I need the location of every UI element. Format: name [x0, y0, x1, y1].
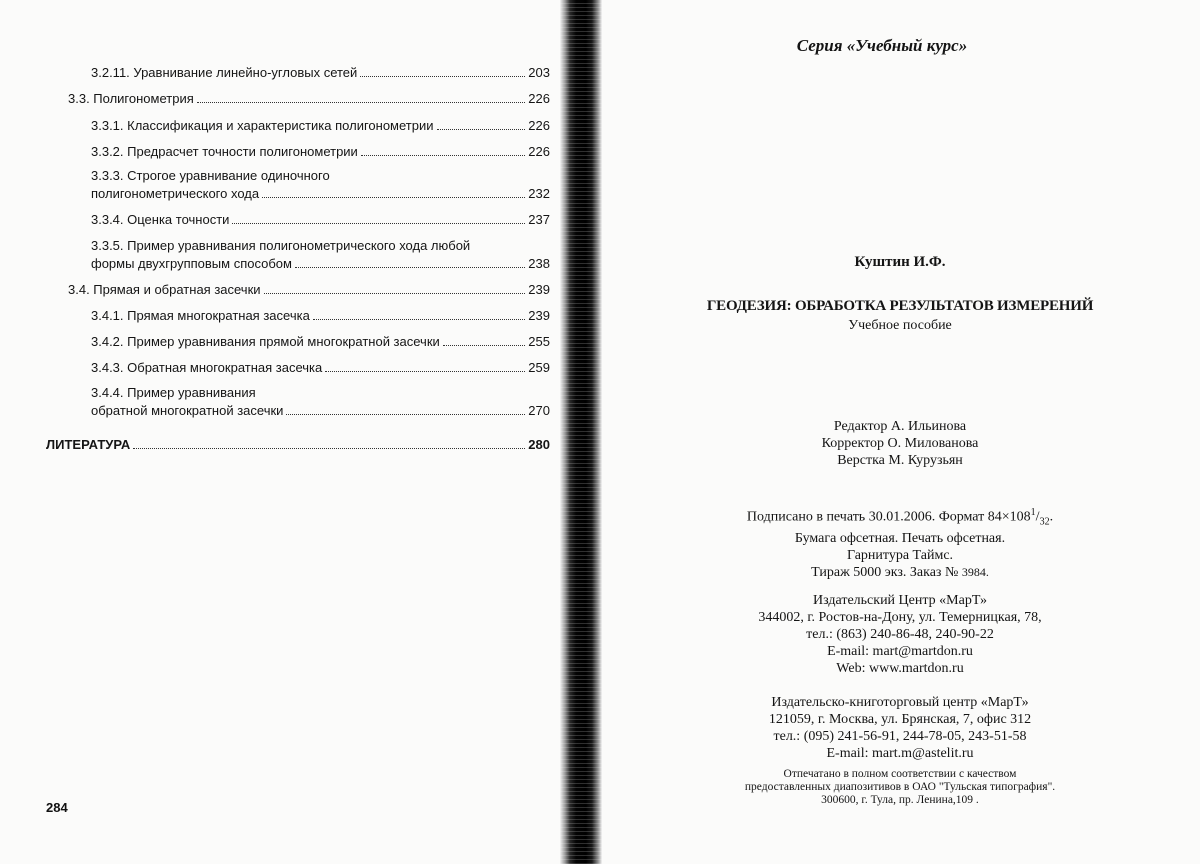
toc-entry: [91, 211, 550, 228]
book-subtitle: Учебное пособие: [848, 318, 952, 333]
run-text: Тираж 5000 экз. Заказ №: [811, 565, 959, 581]
toc-entry-page: 203: [528, 65, 550, 80]
toc-entry-title: 3.3.2. Предрасчет точности полигонометрии: [91, 144, 358, 159]
toc-entry-title: 3.4. Прямая и обратная засечки: [68, 282, 261, 297]
printer-note-line: предоставленных диапозитивов в ОАО "Тульская типография".: [744, 781, 1056, 793]
dot-leader: [133, 448, 525, 449]
order-number: 3984.: [961, 565, 989, 580]
toc-entry: [68, 90, 550, 107]
publisher-name: Издательский Центр «МарТ»: [812, 593, 988, 608]
toc-entry-references: [46, 436, 550, 453]
toc-entry-page: 232: [528, 186, 550, 201]
toc-entry-title: обратной многократной засечки: [91, 403, 284, 418]
series-title: Серия «Учебный курс»: [796, 36, 968, 55]
toc-entry: [91, 307, 550, 324]
book-title: ГЕОДЕЗИЯ: ОБРАБОТКА РЕЗУЛЬТАТОВ ИЗМЕРЕНИЙ: [706, 298, 1094, 314]
toc-entry-title: 3.3.4. Оценка точности: [91, 212, 230, 227]
toc-entry: [91, 143, 550, 160]
dot-leader: [360, 76, 525, 77]
book-gutter: [560, 0, 602, 864]
print-details: [620, 504, 1180, 581]
dot-leader: [197, 102, 526, 103]
printer-note: [620, 768, 1180, 807]
toc-entry-page: 237: [528, 212, 550, 227]
printer-note-line: 300600, г. Тула, пр. Ленина,109 .: [821, 794, 979, 806]
dot-leader: [361, 155, 525, 156]
toc-entry-title-line1: 3.3.5. Пример уравнивания полигонометрического хода любой: [91, 238, 471, 253]
publisher-rostov: [620, 592, 1180, 677]
publisher-name: Издательско-книготорговый центр «МарТ»: [771, 695, 1029, 710]
signed-text: Подписано в печать 30.01.2006. Формат 84×108: [746, 509, 1031, 525]
toc-entry-title: 3.4.3. Обратная многократная засечка: [91, 360, 323, 375]
typeface-line: Гарнитура Таймс.: [846, 548, 954, 564]
toc-entry-page: 259: [528, 360, 550, 375]
publisher-email: E-mail: mart.m@astelit.ru: [826, 746, 974, 761]
signed-line: Подписано в печать 30.01.2006. Формат $84\times 108^1/_{32}$.: [746, 507, 1054, 528]
dot-leader: [264, 293, 526, 294]
publisher-moscow: [620, 694, 1180, 762]
toc-entry-title: 3.4.1. Прямая многократная засечка: [91, 308, 310, 323]
toc-entry-title-line1: 3.4.4. Пример уравнивания: [91, 385, 256, 400]
dot-leader: [325, 371, 525, 372]
toc-entry-page: 239: [528, 282, 550, 297]
dot-leader: [443, 345, 526, 346]
toc-entry-page: 226: [528, 118, 550, 133]
format-denominator: 32: [1039, 516, 1050, 528]
editor-line: Редактор А. Ильинова: [833, 419, 967, 434]
publisher-phone: тел.: (863) 240-86-48, 240-90-22: [806, 627, 994, 642]
credits-block: [620, 418, 1180, 469]
toc-entry-title-line1: 3.3.3. Строгое уравнивание одиночного: [91, 168, 330, 183]
toc-entry: [91, 333, 550, 350]
dot-leader: [286, 414, 525, 415]
left-page-number: 284: [46, 800, 68, 815]
toc-entry: [91, 359, 550, 376]
run-line: [620, 564, 1180, 581]
publisher-email: E-mail: mart@martdon.ru: [827, 644, 973, 659]
toc-entry-title: 3.4.2. Пример уравнивания прямой многократной засечки: [91, 334, 440, 349]
layout-line: Верстка М. Курузьян: [837, 453, 963, 468]
corrector-line: Корректор О. Милованова: [821, 436, 979, 451]
toc-entry: [68, 281, 550, 298]
toc-entry-title: ЛИТЕРАТУРА: [46, 437, 131, 452]
toc-entry-title: 3.3.1. Классификация и характеристика полигонометрии: [91, 118, 434, 133]
toc-entry-page: 226: [528, 91, 550, 106]
toc-entry-page: 255: [528, 334, 550, 349]
toc-entry-title: полигонометрического хода: [91, 186, 260, 201]
dot-leader: [437, 129, 526, 130]
publisher-address: 121059, г. Москва, ул. Брянская, 7, офис 312: [768, 712, 1032, 727]
toc-entry-page: 270: [528, 403, 550, 418]
publisher-address: 344002, г. Ростов-на-Дону, ул. Темерницкая, 78,: [758, 610, 1042, 625]
toc-entry: [91, 117, 550, 134]
dot-leader: [295, 267, 525, 268]
toc-entry-title: 3.3. Полигонометрия: [68, 91, 194, 106]
toc-entry-page: 226: [528, 144, 550, 159]
author-name: Куштин И.Ф.: [854, 254, 946, 270]
format-numerator: 1: [1030, 507, 1036, 518]
toc-entry: [91, 64, 550, 81]
publisher-web: Web: www.martdon.ru: [836, 661, 964, 676]
toc-entry-title: формы двухгрупповым способом: [91, 256, 292, 271]
dot-leader: [262, 197, 525, 198]
dot-leader: [232, 223, 525, 224]
toc-entry-page: 239: [528, 308, 550, 323]
toc-entry-page: 238: [528, 256, 550, 271]
publisher-phone: тел.: (095) 241-56-91, 244-78-05, 243-51-58: [773, 729, 1027, 744]
dot-leader: [313, 319, 525, 320]
toc-entry-page: 280: [528, 437, 550, 452]
printer-note-line: Отпечатано в полном соответствии с качеством: [783, 768, 1017, 780]
toc-entry-title: 3.2.11. Уравнивание линейно-угловых сетей: [91, 65, 358, 80]
paper-line: Бумага офсетная. Печать офсетная.: [794, 531, 1006, 547]
